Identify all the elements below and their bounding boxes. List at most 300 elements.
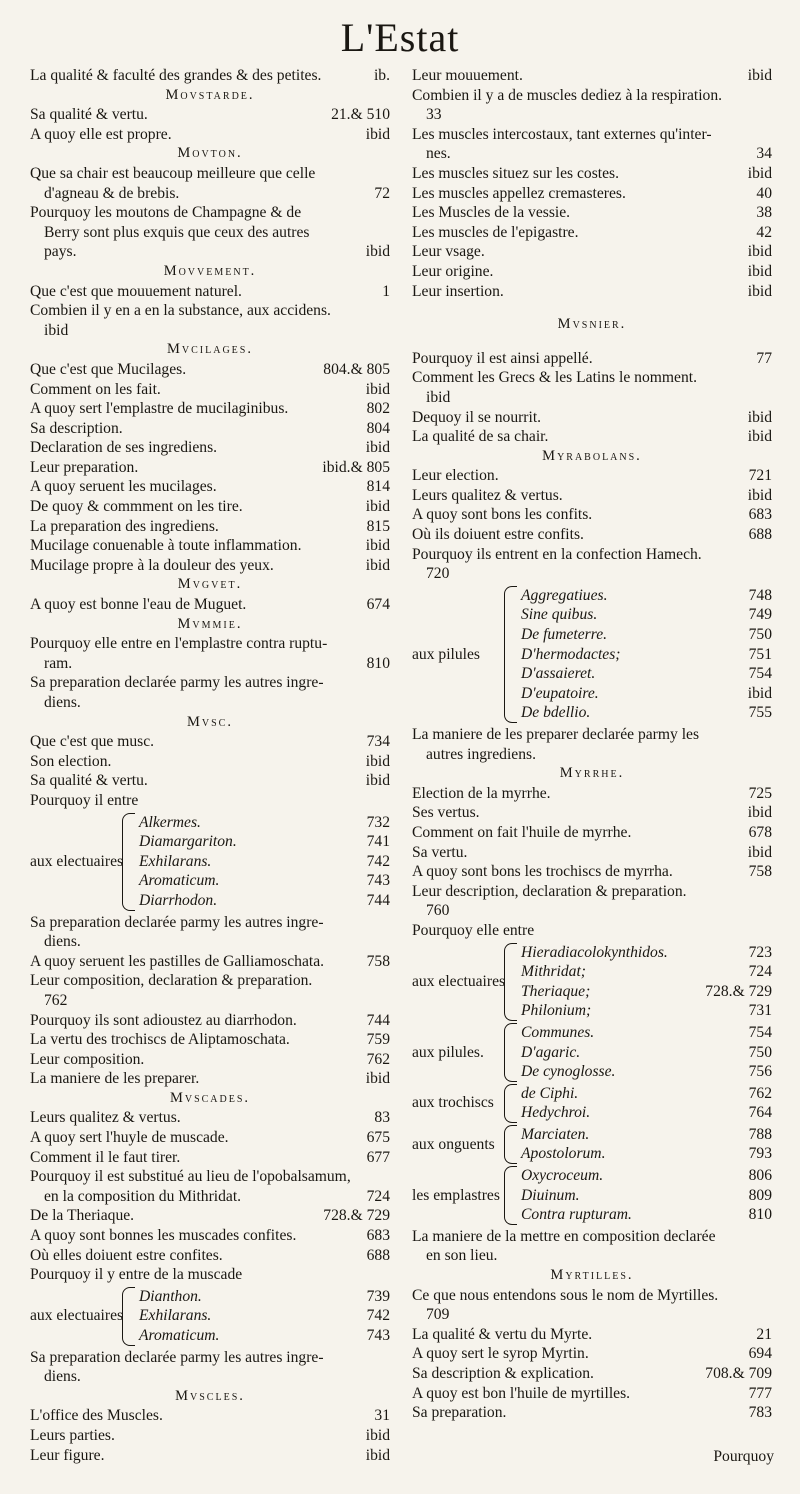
entry-text: Combien il y a de muscles dediez à la respiration. xyxy=(412,86,723,104)
entry-text: Leur mouuement. xyxy=(412,67,523,84)
entry-text: Son election. xyxy=(30,752,112,770)
page-reference: ibid xyxy=(747,684,772,702)
page-reference: 674 xyxy=(366,596,390,614)
entry-text: Dianthon. xyxy=(139,1287,202,1305)
index-entry xyxy=(412,203,772,223)
page-reference: 764 xyxy=(748,1104,772,1122)
page-reference: 783 xyxy=(748,1404,772,1422)
page-reference: 31 xyxy=(374,1407,390,1425)
entry-text: Aromaticum. xyxy=(139,872,220,890)
entry-text: autres ingrediens. xyxy=(426,745,536,763)
entry-text: Leur insertion. xyxy=(412,282,504,300)
group-label: aux electuaires xyxy=(412,972,506,990)
page-reference: 810 xyxy=(366,654,390,672)
entry-text: diens. xyxy=(44,933,81,951)
page-reference: ibid xyxy=(365,537,390,555)
index-entry xyxy=(30,164,390,184)
section-heading: Mvsnier. xyxy=(557,316,627,333)
section-heading: Mvsc. xyxy=(187,713,233,730)
group-label: aux pilules. xyxy=(412,1043,484,1061)
group-items xyxy=(521,586,772,723)
entry-text: Sa preparation declarée parmy les autres ingre- xyxy=(30,913,324,931)
page-reference: ibid xyxy=(747,804,772,822)
entry-continuation xyxy=(30,242,390,262)
entry-text: Sa description & explication. xyxy=(412,1365,594,1382)
index-entry xyxy=(30,1069,390,1089)
page-reference: ibid xyxy=(747,282,772,300)
entry-text: Leurs qualitez & vertus. xyxy=(412,486,563,504)
index-entry xyxy=(412,921,772,941)
entry-text: La vertu des trochiscs de Aliptamoschata. xyxy=(30,1031,290,1049)
entry-text: D'hermodactes; xyxy=(521,645,621,663)
page-reference: 754 xyxy=(748,665,772,683)
page-reference: ibid xyxy=(365,125,390,143)
page-reference: 743 xyxy=(366,1327,390,1344)
entry-text: Leur preparation. xyxy=(30,458,139,476)
right-column xyxy=(412,66,772,1423)
entry-text: Où ils doiuent estre confits. xyxy=(412,526,584,544)
page-reference: ib. xyxy=(373,67,390,84)
bracketed-group xyxy=(30,813,390,911)
page-reference: 748 xyxy=(748,586,772,604)
entry-text: de Ciphi. xyxy=(521,1084,579,1102)
entry-text: La qualité & faculté des grandes & des petites. xyxy=(30,67,322,84)
page-reference: ibid xyxy=(365,243,390,261)
section-heading: Movvement. xyxy=(163,262,257,279)
brace-mark xyxy=(504,1125,517,1164)
section-heading: Mvcilages. xyxy=(167,341,253,358)
group-item xyxy=(521,1062,772,1082)
entry-continuation xyxy=(412,144,772,164)
index-entry xyxy=(30,517,390,537)
group-items xyxy=(521,1166,772,1225)
entry-text: en son lieu. xyxy=(426,1247,498,1265)
entry-text: Aggregatiues. xyxy=(521,586,608,604)
index-entry xyxy=(412,862,772,882)
spacer xyxy=(412,301,772,315)
entry-text: Pourquoy elle entre xyxy=(412,921,535,939)
index-entry xyxy=(412,349,772,369)
group-item xyxy=(139,832,390,852)
index-entry xyxy=(412,242,772,262)
catchword: Pourquoy xyxy=(713,1448,774,1465)
entry-text: Pourquoy ils entrent en la confection Hamech. xyxy=(412,545,702,563)
entry-text: A quoy sert l'emplastre de mucilaginibus. xyxy=(30,400,289,418)
group-label: aux trochiscs xyxy=(412,1094,494,1112)
entry-text: Pourquoy il y entre de la muscade xyxy=(30,1266,243,1284)
entry-text: diens. xyxy=(44,694,81,711)
entry-text: en la composition du Mithridat. xyxy=(44,1187,242,1205)
index-entry xyxy=(412,725,772,745)
page-reference: 759 xyxy=(366,1031,390,1049)
entry-text: ram. xyxy=(44,654,73,672)
group-item xyxy=(521,664,772,684)
entry-continuation xyxy=(30,991,390,1011)
index-entry xyxy=(30,952,390,972)
entry-text: Pourquoy il est ainsi appellé. xyxy=(412,349,593,367)
page-reference: 21 xyxy=(756,1325,772,1343)
bracketed-group xyxy=(30,1287,390,1346)
entry-continuation xyxy=(30,693,390,713)
page-reference: ibid xyxy=(747,428,772,446)
group-item xyxy=(139,1326,390,1346)
entry-text: Berry sont plus exquis que ceux des autres xyxy=(44,223,310,241)
page-reference: 683 xyxy=(366,1227,390,1245)
group-items xyxy=(139,1287,390,1346)
entry-text: Diarrhodon. xyxy=(139,891,218,909)
group-item xyxy=(521,962,772,982)
index-entry xyxy=(412,803,772,823)
entry-text: Sa vertu. xyxy=(412,843,468,861)
index-entry xyxy=(412,545,772,565)
entry-text: A quoy sont bons les confits. xyxy=(412,506,593,524)
index-entry xyxy=(30,399,390,419)
page-reference: 742 xyxy=(366,852,390,870)
brace-mark xyxy=(504,1023,517,1082)
bracketed-group xyxy=(412,1023,772,1082)
entry-text: Pourquoy il est substitué au lieu de l'opobalsamum, xyxy=(30,1168,351,1186)
page-reference: ibid xyxy=(747,243,772,261)
page-reference: 804 xyxy=(366,419,390,437)
index-entry xyxy=(30,1148,390,1168)
page-reference: 810 xyxy=(748,1206,772,1224)
page-reference: ibid xyxy=(365,1070,390,1088)
brace-mark xyxy=(504,943,517,1021)
brace-mark xyxy=(504,1084,517,1123)
entry-text: Que c'est que mouuement naturel. xyxy=(30,282,242,300)
page-reference: 804.& 805 xyxy=(323,360,390,378)
entry-text: A quoy est bon l'huile de myrtilles. xyxy=(412,1384,631,1402)
index-entry xyxy=(412,1403,772,1423)
index-entry xyxy=(30,1108,390,1128)
index-entry xyxy=(30,1167,390,1187)
entry-text: Sa preparation declarée parmy les autres ingre- xyxy=(30,1348,324,1366)
entry-continuation xyxy=(30,1367,390,1387)
index-entry xyxy=(30,125,390,145)
group-item xyxy=(521,1043,772,1063)
group-item xyxy=(521,1001,772,1021)
page-reference: 688 xyxy=(748,526,772,544)
page-reference: 788 xyxy=(748,1125,772,1143)
page-reference: ibid xyxy=(365,772,390,790)
index-entry xyxy=(412,843,772,863)
page-reference: 754 xyxy=(748,1023,772,1041)
entry-text: Leurs parties. xyxy=(30,1426,115,1444)
entry-text: Pourquoy il entre xyxy=(30,791,139,809)
entry-text: Oxycroceum. xyxy=(521,1167,604,1185)
index-entry xyxy=(30,913,390,933)
index-entry xyxy=(412,466,772,486)
entry-text: La maniere de les preparer. xyxy=(30,1070,200,1088)
entry-text: Pourquoy ils sont adioustez au diarrhodon. xyxy=(30,1011,297,1029)
entry-text: ibid xyxy=(426,388,451,406)
entry-text: nes. xyxy=(426,145,451,163)
group-items xyxy=(521,1023,772,1082)
page-reference: 34 xyxy=(756,145,772,163)
index-entry xyxy=(412,1227,772,1247)
page-reference: 742 xyxy=(366,1307,390,1325)
entry-text: De quoy & commment on les tire. xyxy=(30,498,243,516)
index-entry xyxy=(30,203,390,223)
entry-text: 709 xyxy=(426,1306,450,1324)
group-item xyxy=(521,1205,772,1225)
bracketed-group xyxy=(412,1125,772,1164)
running-title: L'Estat xyxy=(340,15,460,60)
entry-text: Hieradiacolokynthidos. xyxy=(521,943,668,961)
section-heading: Mvscles. xyxy=(175,1387,245,1404)
entry-text: Ce que nous entendons sous le nom de Myrtilles. xyxy=(412,1286,719,1304)
entry-text: Leur figure. xyxy=(30,1446,105,1464)
entry-text: Sa qualité & vertu. xyxy=(30,106,148,124)
page-reference: 38 xyxy=(756,204,772,222)
index-entry xyxy=(30,771,390,791)
index-entry xyxy=(30,1446,390,1466)
entry-text: Dequoy il se nourrit. xyxy=(412,408,542,426)
entry-text: A quoy seruent les pastilles de Galliamoschata. xyxy=(30,952,325,970)
page-reference: 728.& 729 xyxy=(705,982,772,1000)
entry-text: A quoy sert le syrop Myrtin. xyxy=(412,1345,589,1363)
entry-text: Où elles doiuent estre confites. xyxy=(30,1246,223,1264)
entry-text: La qualité & vertu du Myrte. xyxy=(412,1325,593,1343)
page-reference: ibid xyxy=(747,164,772,182)
page-reference: 708.& 709 xyxy=(705,1365,772,1382)
entry-text: A quoy elle est propre. xyxy=(30,125,172,143)
index-entry xyxy=(30,419,390,439)
index-entry xyxy=(30,791,390,811)
entry-text: Diamargariton. xyxy=(139,833,237,851)
entry-text: Combien il y en a en la substance, aux accidens. xyxy=(30,302,331,320)
page-reference: 744 xyxy=(366,1011,390,1029)
page-reference: ibid xyxy=(747,262,772,280)
entry-text: Comment les Grecs & les Latins le nomment. xyxy=(412,369,697,387)
index-entry xyxy=(412,1384,772,1404)
page-reference: 725 xyxy=(748,784,772,802)
entry-text: Leur description, declaration & preparation. xyxy=(412,882,687,900)
index-entry xyxy=(412,125,772,145)
group-item xyxy=(521,625,772,645)
entry-text: A quoy sert l'huyle de muscade. xyxy=(30,1129,229,1147)
entry-text: pays. xyxy=(44,243,77,261)
page-reference: 739 xyxy=(366,1287,390,1305)
entry-text: La maniere de les preparer declarée parmy les xyxy=(412,726,700,743)
group-item xyxy=(521,1144,772,1164)
index-entry xyxy=(30,673,390,693)
section-heading: Myrtilles. xyxy=(550,1267,634,1284)
section-heading: Mvgvet. xyxy=(177,576,243,593)
page-reference: 72 xyxy=(374,184,390,202)
group-item xyxy=(521,684,772,704)
page-reference: ibid xyxy=(365,439,390,457)
group-item xyxy=(521,645,772,665)
index-entry xyxy=(30,66,390,86)
index-entry xyxy=(30,556,390,576)
entry-text: A quoy est bonne l'eau de Muguet. xyxy=(30,596,247,614)
page-reference: 675 xyxy=(366,1129,390,1147)
index-entry xyxy=(30,732,390,752)
page-reference: 42 xyxy=(756,223,772,241)
group-item xyxy=(521,1125,772,1145)
group-items xyxy=(521,943,772,1021)
group-items xyxy=(521,1125,772,1164)
group-item xyxy=(521,1166,772,1186)
index-entry xyxy=(30,1011,390,1031)
entry-text: Sa preparation. xyxy=(412,1404,507,1422)
page-reference: ibid xyxy=(747,843,772,861)
entry-text: Les muscles situez sur les costes. xyxy=(412,164,620,182)
page-reference: ibid xyxy=(747,486,772,504)
page-reference: 724 xyxy=(748,963,772,981)
page-reference: 694 xyxy=(748,1345,772,1363)
entry-text: Leur vsage. xyxy=(412,243,485,261)
index-entry xyxy=(30,595,390,615)
entry-text: A quoy seruent les mucilages. xyxy=(30,478,217,496)
entry-continuation xyxy=(30,932,390,952)
group-item xyxy=(139,852,390,872)
entry-text: Que sa chair est beaucoup meilleure que celle xyxy=(30,164,316,182)
page-reference: 758 xyxy=(748,863,772,881)
entry-text: Les Muscles de la vessie. xyxy=(412,204,571,222)
index-entry xyxy=(412,282,772,302)
entry-continuation xyxy=(412,388,772,408)
index-entry xyxy=(30,1406,390,1426)
entry-text: diens. xyxy=(44,1368,81,1386)
entry-text: Sa description. xyxy=(30,419,123,437)
entry-text: Mucilage conuenable à toute inflammation. xyxy=(30,537,302,555)
page-reference: ibid xyxy=(747,408,772,426)
page-reference: 777 xyxy=(748,1384,772,1402)
page-reference: 741 xyxy=(366,833,390,851)
page-reference: ibid.& 805 xyxy=(322,458,390,476)
entry-text: Election de la myrrhe. xyxy=(412,784,551,802)
entry-text: Pourquoy les moutons de Champagne & de xyxy=(30,204,302,222)
index-entry xyxy=(412,823,772,843)
page-reference: 77 xyxy=(756,349,772,367)
page-reference: ibid xyxy=(365,1426,390,1444)
brace-mark xyxy=(122,1287,135,1346)
entry-text: La maniere de la mettre en composition declarée xyxy=(412,1227,716,1245)
entry-text: Leur origine. xyxy=(412,262,494,280)
section-heading: Mvmmie. xyxy=(177,615,243,632)
entry-continuation xyxy=(30,321,390,341)
entry-continuation xyxy=(30,223,390,243)
entry-text: De la Theriaque. xyxy=(30,1207,135,1225)
page-reference: 815 xyxy=(366,517,390,535)
entry-text: 760 xyxy=(426,902,450,920)
page-reference: 1 xyxy=(382,282,390,300)
entry-continuation xyxy=(30,654,390,674)
entry-text: Comment on les fait. xyxy=(30,380,161,398)
page-reference: 743 xyxy=(366,872,390,890)
page-reference: 809 xyxy=(748,1186,772,1204)
group-item xyxy=(521,1186,772,1206)
entry-text: La preparation des ingrediens. xyxy=(30,517,219,535)
entry-text: Exhilarans. xyxy=(139,852,212,870)
bracketed-group xyxy=(412,1084,772,1123)
entry-continuation xyxy=(412,564,772,584)
entry-text: Comment on fait l'huile de myrrhe. xyxy=(412,823,632,841)
page-reference: 40 xyxy=(756,184,772,202)
group-item xyxy=(521,605,772,625)
entry-text: ibid xyxy=(44,321,69,339)
page-reference: 734 xyxy=(366,733,390,751)
left-column xyxy=(30,66,390,1465)
group-item xyxy=(521,1103,772,1123)
entry-text: Leur composition. xyxy=(30,1050,145,1068)
section-heading: Myrrhe. xyxy=(559,765,625,782)
entry-text: Pourquoy elle entre en l'emplastre contra ruptu- xyxy=(30,635,328,653)
page-reference: 802 xyxy=(366,400,390,418)
page-reference: 758 xyxy=(366,952,390,970)
index-entry xyxy=(412,66,772,86)
bracketed-group xyxy=(412,1166,772,1225)
section-heading: Myrabolans. xyxy=(542,447,642,464)
page-reference: 721 xyxy=(748,467,772,485)
entry-text: La qualité de sa chair. xyxy=(412,428,549,446)
index-entry xyxy=(30,1426,390,1446)
index-entry xyxy=(30,1206,390,1226)
brace-mark xyxy=(122,813,135,911)
entry-continuation xyxy=(412,1305,772,1325)
entry-text: D'eupatoire. xyxy=(521,684,599,702)
page-reference: 755 xyxy=(748,704,772,722)
page-reference: 756 xyxy=(748,1063,772,1081)
entry-continuation xyxy=(412,901,772,921)
index-entry xyxy=(412,1286,772,1306)
entry-text: Diuinum. xyxy=(521,1186,580,1204)
page-reference: ibid xyxy=(365,380,390,398)
entry-text: D'assaieret. xyxy=(521,665,596,683)
section-heading: Movton. xyxy=(177,145,243,162)
page-reference: 731 xyxy=(748,1002,772,1020)
page-reference: 724 xyxy=(366,1187,390,1205)
index-entry xyxy=(30,1030,390,1050)
page-reference: 750 xyxy=(748,626,772,644)
page-reference: 744 xyxy=(366,891,390,909)
group-items xyxy=(139,813,390,911)
index-entry xyxy=(30,1348,390,1368)
entry-text: L'office des Muscles. xyxy=(30,1407,163,1425)
entry-text: Marciaten. xyxy=(521,1125,590,1143)
group-item xyxy=(139,1287,390,1307)
group-item xyxy=(521,943,772,963)
brace-mark xyxy=(504,586,517,723)
group-item xyxy=(521,1023,772,1043)
index-entry xyxy=(412,784,772,804)
bracketed-group xyxy=(412,586,772,723)
entry-text: A quoy sont bons les trochiscs de myrrha. xyxy=(412,863,673,881)
entry-text: Leur election. xyxy=(412,467,499,485)
index-entry xyxy=(412,262,772,282)
entry-text: Les muscles appellez cremasteres. xyxy=(412,184,626,202)
index-entry xyxy=(412,223,772,243)
group-item xyxy=(139,1306,390,1326)
group-item xyxy=(139,871,390,891)
entry-text: A quoy sont bonnes les muscades confites. xyxy=(30,1227,297,1245)
group-item xyxy=(139,813,390,833)
spacer xyxy=(412,335,772,349)
index-entry xyxy=(412,368,772,388)
entry-text: 33 xyxy=(426,106,442,124)
entry-text: Alkermes. xyxy=(139,813,201,831)
page-reference: ibid xyxy=(365,1446,390,1464)
entry-text: d'agneau & de brebis. xyxy=(44,184,180,202)
page-reference: 750 xyxy=(748,1043,772,1061)
index-entry xyxy=(412,1344,772,1364)
page-reference: 683 xyxy=(748,506,772,524)
entry-text: Leurs qualitez & vertus. xyxy=(30,1109,181,1127)
group-label: aux onguents xyxy=(412,1135,495,1153)
page-reference: ibid xyxy=(365,498,390,516)
